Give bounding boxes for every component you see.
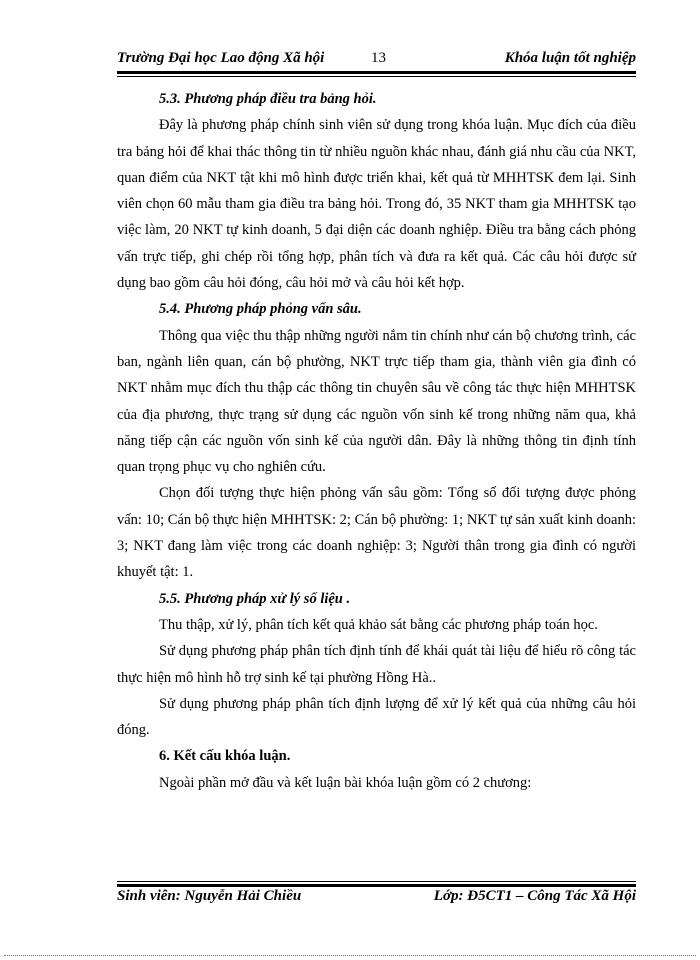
header-rule-thin [117,76,636,77]
header-rule-thick [117,71,636,74]
section-5-5-paragraph-3: Sử dụng phương pháp phân tích định lượng để xử lý kết quả của những câu hỏi đóng. [117,695,636,739]
section-5-5-title: 5.5. Phương pháp xử lý số liệu . [159,590,351,607]
page-number: 13 [371,50,386,66]
footer-rule-thin [117,881,636,882]
page-break-line [4,955,696,956]
footer-rule-thick [117,884,636,887]
section-6-title: 6. Kết cấu khóa luận. [159,748,291,765]
page-footer [117,888,636,912]
footer-class: Lớp: Đ5CT1 – Công Tác Xã Hội [433,888,636,904]
footer-student: Sinh viên: Nguyễn Hải Chiều [117,888,302,904]
header-doc-type: Khóa luận tốt nghiệp [504,50,636,66]
section-5-4-paragraph-1: Thông qua việc thu thập những người nắm tin chính như cán bộ chương trình, các ban, ngành liên quan, cán bộ phường, NKT trực tiếp tham gia, thành viên gia đình có NKT nhằm mục đích thu thập các thông tin chuyên sâu về công tác thực hiện MHHTSK của địa phương, thực trạng sử dụng các nguồn vốn sinh kế trong những năm qua, khả năng tiếp cận các nguồn vốn sinh kế của người dân. Đây là những thông tin định tính quan trọng phục vụ cho nghiên cứu. [117,327,636,476]
section-5-4-paragraph-2: Chọn đối tượng thực hiện phỏng vấn sâu gồm: Tổng số đối tượng được phỏng vấn: 10; Cán bộ thực hiện MHHTSK: 2; Cán bộ phường: 1; NKT tự sản xuất kinh doanh: 3; NKT đang làm việc trong các doanh nghiệp: 3; Người thân trong gia đình có người khuyết tật: 1. [117,485,636,581]
section-5-3-paragraph: Đây là phương pháp chính sinh viên sử dụng trong khóa luận. Mục đích của điều tra bảng hỏi để khai thác thông tin từ nhiều nguồn khác nhau, đánh giá nhu cầu của NKT, quan điểm của NKT tật khi mô hình được triển khai, kết quả từ MHHTSK đem lại. Sinh viên chọn 60 mẫu tham gia điều tra bảng hỏi. Trong đó, 35 NKT tham gia MHHTSK tạo việc làm, 20 NKT tự kinh doanh, 5 đại diện các doanh nghiệp. Điều tra bằng cách phỏng vấn trực tiếp, ghi chép rồi tổng hợp, phân tích và đưa ra kết quả. Các câu hỏi được sử dụng bao gồm câu hỏi đóng, câu hỏi mở và câu hỏi kết hợp. [117,117,636,292]
header-school: Trường Đại học Lao động Xã hội [117,50,325,66]
section-5-5-paragraph-2: Sử dụng phương pháp phân tích định tính để khái quát tài liệu để hiểu rõ công tác thực hiện mô hình hỗ trợ sinh kế tại phường Hồng Hà.. [117,643,636,686]
section-5-5-paragraph-1: Thu thập, xử lý, phân tích kết quả khảo sát bằng các phương pháp toán học. [159,616,598,633]
section-5-4-title: 5.4. Phương pháp phỏng vấn sâu. [159,301,362,318]
section-5-3-title: 5.3. Phương pháp điều tra bảng hỏi. [159,91,377,107]
section-6-paragraph: Ngoài phần mở đầu và kết luận bài khóa luận gồm có 2 chương: [159,774,532,791]
document-body [117,86,636,796]
